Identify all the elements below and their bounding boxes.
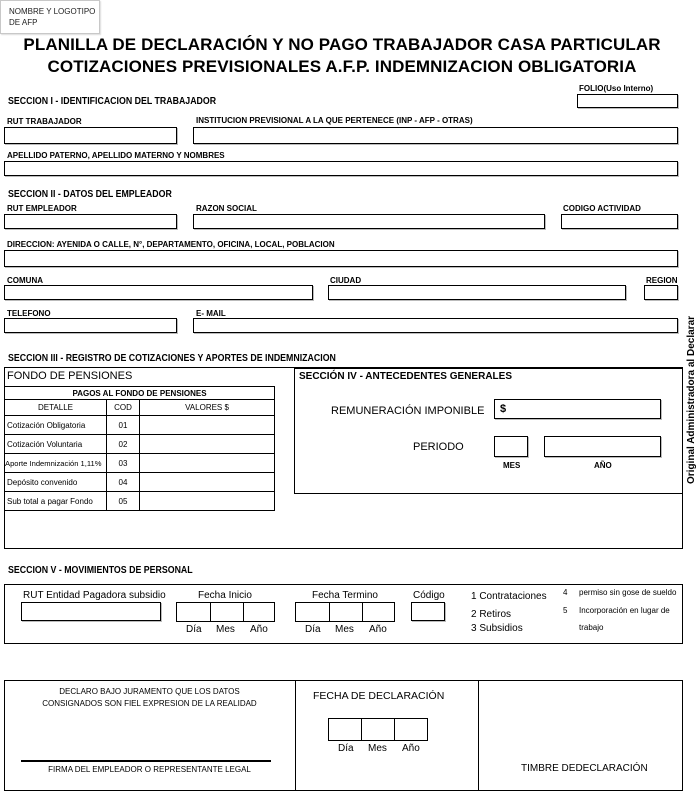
currency-symbol: $ — [500, 403, 507, 415]
mes-label: Mes — [335, 624, 354, 635]
logo-placeholder-line1: NOMBRE Y LOGOTIPO — [9, 7, 96, 16]
dia-label: Día — [305, 624, 321, 635]
table-row — [5, 492, 275, 511]
declaration-divider — [478, 681, 479, 790]
codigo-label: Código — [413, 590, 445, 601]
cod-cell: 03 — [107, 454, 140, 473]
declaration-divider — [295, 681, 296, 790]
mes-label: Mes — [368, 743, 387, 754]
codigo-field[interactable] — [411, 602, 445, 621]
code-5-label-cont: trabajo — [579, 623, 604, 632]
rut-entidad-field[interactable] — [21, 602, 161, 621]
dia-label: Día — [338, 743, 354, 754]
cod-cell: 02 — [107, 435, 140, 454]
remuneracion-field[interactable] — [494, 399, 661, 419]
direccion-field[interactable] — [4, 250, 678, 267]
detalle-cell: Aporte Indemnización 1,11% — [5, 454, 107, 473]
telefono-field[interactable] — [4, 318, 177, 333]
cod-cell: 01 — [107, 416, 140, 435]
fecha-inicio-label: Fecha Inicio — [198, 590, 252, 601]
mes-label: Mes — [216, 624, 235, 635]
section-2-title: SECCION II - DATOS DEL EMPLEADOR — [8, 189, 172, 200]
dia-label: Día — [186, 624, 202, 635]
section-1-title: SECCION I - IDENTIFICACION DEL TRABAJADOR — [8, 96, 217, 107]
anio-label: Año — [250, 624, 268, 635]
fecha-declaracion-anio-field[interactable] — [394, 718, 428, 741]
detalle-cell: Sub total a pagar Fondo — [5, 492, 107, 511]
ciudad-label: CIUDAD — [330, 276, 362, 285]
institucion-label: INSTITUCION PREVISIONAL A LA QUE PERTENECE (INP - AFP - OTRAS) — [196, 116, 473, 125]
telefono-label: TELEFONO — [7, 309, 51, 318]
table-row — [5, 473, 275, 492]
rut-empleador-field[interactable] — [4, 214, 177, 229]
mes-label: MES — [503, 461, 521, 470]
timbre-label: TIMBRE DEDECLARACIÓN — [521, 763, 648, 774]
direccion-label: DIRECCION: AYENIDA O CALLE, N°, DEPARTAMENTO, OFICINA, LOCAL, POBLACION — [7, 240, 335, 249]
fecha-termino-dia-field[interactable] — [295, 602, 330, 622]
fecha-inicio-dia-field[interactable] — [176, 602, 211, 622]
code-5-label: Incorporación en lugar de — [579, 606, 670, 615]
nombres-label: APELLIDO PATERNO, APELLIDO MATERNO Y NOMBRES — [7, 151, 225, 160]
anio-label: Año — [369, 624, 387, 635]
valor-cell[interactable] — [140, 473, 275, 492]
table-row — [5, 435, 275, 454]
rut-trabajador-label: RUT TRABAJADOR — [7, 117, 82, 126]
column-header-detalle: DETALLE — [5, 400, 107, 416]
pagos-fondo-table-title: PAGOS AL FONDO DE PENSIONES — [5, 387, 275, 400]
oath-line1: DECLARO BAJO JURAMENTO QUE LOS DATOS — [59, 687, 240, 696]
code-1-label: 1 Contrataciones — [471, 591, 547, 602]
side-copy-label: Original Administradora al Declarar — [686, 315, 697, 484]
folio-label: FOLIO(Uso Interno) — [579, 84, 654, 93]
fecha-declaracion-dia-field[interactable] — [328, 718, 362, 741]
section-3-title: SECCION III - REGISTRO DE COTIZACIONES Y APORTES DE INDEMNIZACION — [8, 353, 336, 364]
fecha-termino-anio-field[interactable] — [362, 602, 395, 622]
fecha-declaracion-label: FECHA DE DECLARACIÓN — [313, 690, 445, 702]
detalle-cell: Depósito convenido — [5, 473, 107, 492]
email-field[interactable] — [193, 318, 678, 333]
rut-trabajador-field[interactable] — [4, 127, 177, 144]
detalle-cell: Cotización Voluntaria — [5, 435, 107, 454]
comuna-label: COMUNA — [7, 276, 43, 285]
valor-cell[interactable] — [140, 492, 275, 511]
institucion-field[interactable] — [193, 127, 678, 144]
form-title-line2: COTIZACIONES PREVISIONALES A.F.P. INDEMNIZACION OBLIGATORIA — [47, 57, 637, 76]
column-header-cod: COD — [107, 400, 140, 416]
rut-entidad-label: RUT Entidad Pagadora subsidio — [23, 590, 166, 601]
razon-social-field[interactable] — [193, 214, 545, 229]
email-label: E- MAIL — [196, 309, 226, 318]
periodo-label: PERIODO — [413, 441, 464, 453]
code-3-label: 3 Subsidios — [471, 623, 523, 634]
detalle-cell: Cotización Obligatoria — [5, 416, 107, 435]
anio-label: Año — [402, 743, 420, 754]
afp-logo-placeholder — [0, 0, 100, 34]
signature-label: FIRMA DEL EMPLEADOR O REPRESENTANTE LEGAL — [48, 765, 251, 774]
anio-label: AÑO — [594, 461, 612, 470]
code-2-label: 2 Retiros — [471, 609, 512, 620]
code-5-number: 5 — [563, 606, 568, 615]
codigo-actividad-field[interactable] — [561, 214, 678, 229]
periodo-mes-field[interactable] — [494, 436, 528, 457]
code-4-label: permiso sin gose de sueldo — [579, 588, 677, 597]
codigo-actividad-label: CODIGO ACTIVIDAD — [563, 204, 641, 213]
rut-empleador-label: RUT EMPLEADOR — [7, 204, 77, 213]
code-4-number: 4 — [563, 588, 568, 597]
section-5-title: SECCION V - MOVIMIENTOS DE PERSONAL — [8, 565, 193, 576]
pagos-fondo-table — [4, 386, 275, 511]
valor-cell[interactable] — [140, 435, 275, 454]
folio-field[interactable] — [577, 94, 678, 108]
fecha-inicio-anio-field[interactable] — [243, 602, 275, 622]
fecha-termino-mes-field[interactable] — [329, 602, 363, 622]
oath-line2: CONSIGNADOS SON FIEL EXPRESION DE LA REALIDAD — [42, 699, 257, 708]
cod-cell: 04 — [107, 473, 140, 492]
valor-cell[interactable] — [140, 454, 275, 473]
column-header-valores: VALORES $ — [140, 400, 275, 416]
periodo-anio-field[interactable] — [544, 436, 661, 457]
razon-social-label: RAZON SOCIAL — [196, 204, 257, 213]
comuna-field[interactable] — [4, 285, 313, 300]
logo-placeholder-line2: DE AFP — [9, 18, 38, 27]
section-4-frame — [294, 368, 683, 494]
ciudad-field[interactable] — [328, 285, 626, 300]
remuneracion-label: REMUNERACIÓN IMPONIBLE — [331, 405, 485, 417]
fecha-inicio-mes-field[interactable] — [210, 602, 244, 622]
valor-cell[interactable] — [140, 416, 275, 435]
form-title-line1: PLANILLA DE DECLARACIÓN Y NO PAGO TRABAJADOR CASA PARTICULAR — [23, 35, 661, 54]
oath-text — [4, 686, 295, 710]
fondo-pensiones-title: FONDO DE PENSIONES — [7, 370, 133, 382]
table-row — [5, 416, 275, 435]
signature-line[interactable] — [21, 760, 271, 762]
table-row — [5, 454, 275, 473]
section-4-title: SECCIÓN IV - ANTECEDENTES GENERALES — [299, 371, 512, 382]
nombres-field[interactable] — [4, 161, 678, 176]
cod-cell: 05 — [107, 492, 140, 511]
region-label: REGION — [646, 276, 678, 285]
region-field[interactable] — [644, 285, 678, 300]
fecha-declaracion-mes-field[interactable] — [361, 718, 395, 741]
fecha-termino-label: Fecha Termino — [312, 590, 378, 601]
